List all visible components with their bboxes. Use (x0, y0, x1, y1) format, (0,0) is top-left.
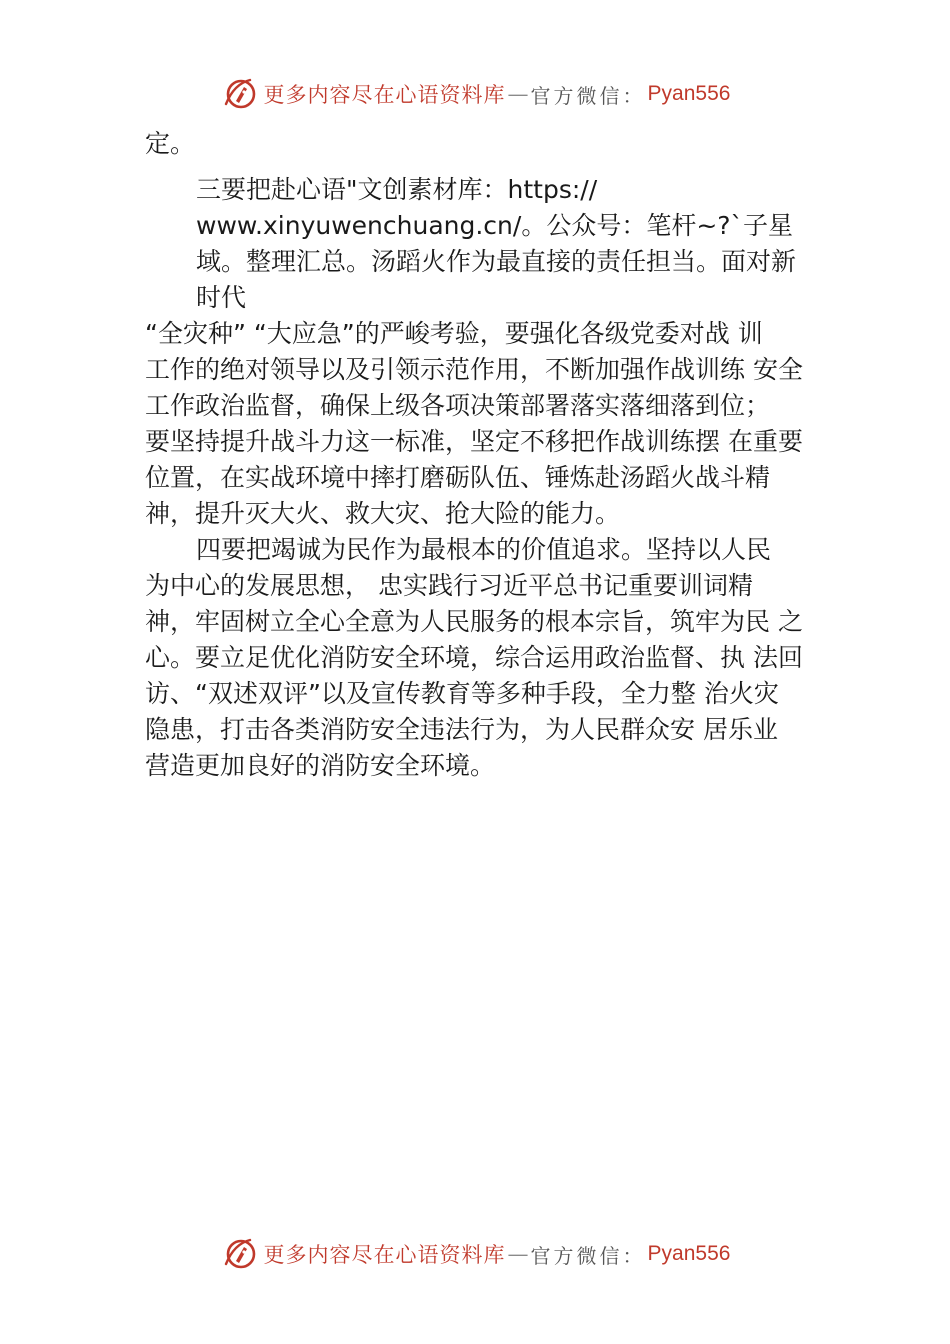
text-line: 访、“双述双评”以及宣传教育等多种手段，全力整 治火灾 (145, 679, 779, 708)
text-line: 神，牢固树立全心全意为人民服务的根本宗旨，筑牢为民 之 (145, 607, 803, 636)
section-heading: 四要把竭诚为民作为最根本的价值追求。 (196, 535, 647, 564)
footer-wechat-id: Pyan556 (647, 1242, 731, 1265)
text-line: 工作政治监督，确保上级各项决策部署落实落细落到位； (145, 391, 771, 420)
header-wechat-label: 官方微信： (530, 83, 646, 108)
pen-nib-logo-icon (220, 1234, 260, 1274)
header-wechat-id: Pyan556 (647, 82, 731, 105)
header-brand-text: 更多内容尽在心语资料库 (263, 83, 506, 107)
footer-wechat-label: 官方微信： (530, 1243, 646, 1268)
document-body (145, 126, 815, 784)
indented-paragraph-block (145, 172, 815, 316)
header-watermark-banner (0, 72, 950, 116)
text-line: 要坚持提升战斗力这一标准，坚定不移把作战训练摆 在重要 (145, 427, 803, 456)
text-line: 时代 (196, 283, 247, 312)
text-line: 隐患，打击各类消防安全违法行为，为人民群众安 居乐业 (145, 715, 778, 744)
text-line: 心。要立足优化消防安全环境，综合运用政治监督、执 法回 (145, 643, 803, 672)
text-line: 三要把赴心语"文创素材库：https:// (196, 175, 598, 204)
text-line: 为中心的发展思想， 忠实践行习近平总书记重要训词精 (145, 571, 753, 600)
footer-watermark-banner (0, 1232, 950, 1276)
text-span: 坚持以人民 (646, 535, 772, 564)
text-line: 位置，在实战环境中摔打磨砺队伍、锤炼赴汤蹈火战斗精 (145, 463, 771, 492)
text-line: “全灾种” “大应急”的严峻考验，要强化各级党委对战 训 (145, 319, 763, 348)
paragraph-four-heading-line (145, 532, 815, 568)
text-line: 神，提升灭大火、救大灾、抢大险的能力。 (145, 499, 621, 528)
text-line: www.xinyuwenchuang.cn/。公众号：笔杆~?`子星 (196, 211, 794, 240)
text-line: 域。整理汇总。汤蹈火作为最直接的责任担当。面对新 (196, 247, 797, 276)
text-line: 营造更加良好的消防安全环境。 (145, 751, 496, 780)
footer-brand-text: 更多内容尽在心语资料库 (263, 1243, 506, 1267)
pen-nib-logo-icon (220, 74, 260, 114)
footer-dash: — (507, 1242, 529, 1266)
text-line: 工作的绝对领导以及引领示范作用，不断加强作战训练 安全 (145, 355, 803, 384)
header-dash: — (507, 82, 529, 106)
text-line: 定。 (145, 129, 196, 158)
